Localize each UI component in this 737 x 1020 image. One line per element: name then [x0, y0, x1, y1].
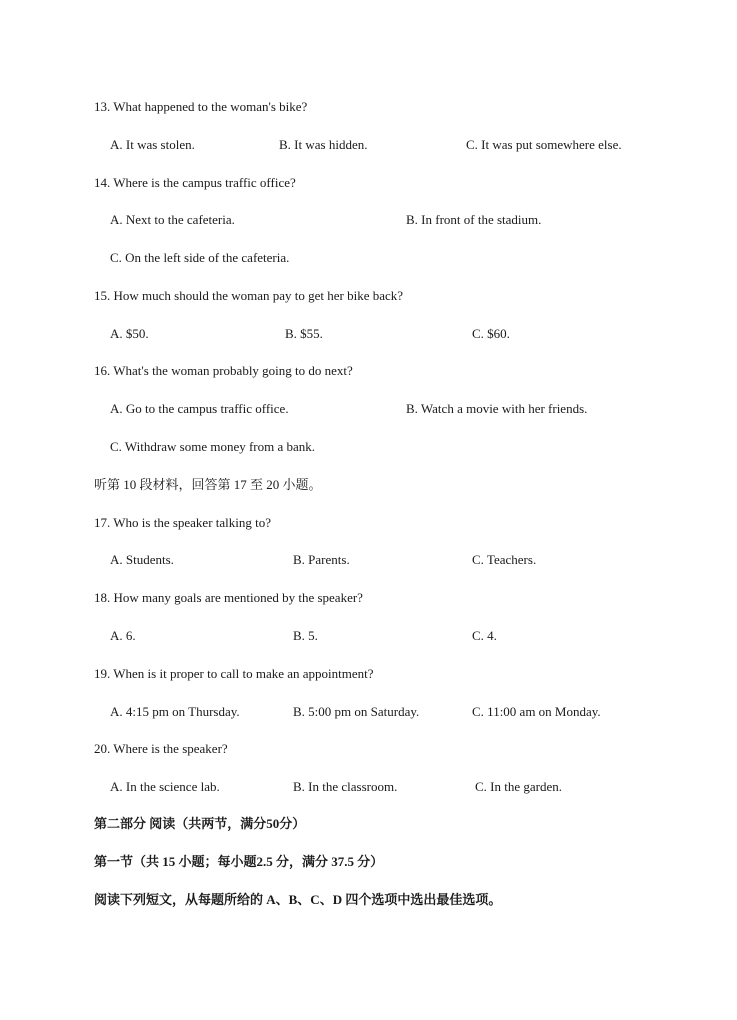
- question-15-stem: 15. How much should the woman pay to get her bike back?: [94, 288, 404, 303]
- question-20-option-c: C. In the garden.: [475, 779, 563, 794]
- question-18-option-a: A. 6.: [110, 628, 136, 643]
- question-14-option-b: B. In front of the stadium.: [406, 212, 542, 227]
- reading-directions: 阅读下列短文，从每题所给的 A、B、C、D 四个选项中选出最佳选项。: [94, 892, 502, 907]
- question-13-option-b: B. It was hidden.: [279, 137, 368, 152]
- question-20-stem: 20. Where is the speaker?: [94, 741, 228, 756]
- question-17-stem: 17. Who is the speaker talking to?: [94, 515, 272, 530]
- question-15-option-b: B. $55.: [285, 326, 323, 341]
- question-17-option-c: C. Teachers.: [472, 552, 537, 567]
- question-18-option-c: C. 4.: [472, 628, 497, 643]
- question-16-option-b: B. Watch a movie with her friends.: [406, 401, 588, 416]
- question-13-option-c: C. It was put somewhere else.: [466, 137, 622, 152]
- question-19-option-c: C. 11:00 am on Monday.: [472, 704, 601, 719]
- question-18-option-b: B. 5.: [293, 628, 318, 643]
- question-19-option-b: B. 5:00 pm on Saturday.: [293, 704, 420, 719]
- question-16-stem: 16. What's the woman probably going to do next?: [94, 363, 353, 378]
- question-20-option-a: A. In the science lab.: [110, 779, 220, 794]
- question-14-option-c: C. On the left side of the cafeteria.: [110, 250, 290, 265]
- question-16-option-a: A. Go to the campus traffic office.: [110, 401, 289, 416]
- question-14-stem: 14. Where is the campus traffic office?: [94, 175, 296, 190]
- part-two-heading: 第二部分 阅读（共两节，满分50分）: [94, 816, 306, 831]
- question-16-option-c: C. Withdraw some money from a bank.: [110, 439, 316, 454]
- question-17-option-a: A. Students.: [110, 552, 174, 567]
- section-one-heading: 第一节（共 15 小题；每小题2.5 分，满分 37.5 分）: [94, 854, 384, 869]
- question-13-option-a: A. It was stolen.: [110, 137, 195, 152]
- question-17-option-b: B. Parents.: [293, 552, 350, 567]
- question-18-stem: 18. How many goals are mentioned by the speaker?: [94, 590, 363, 605]
- question-14-option-a: A. Next to the cafeteria.: [110, 212, 235, 227]
- question-13-stem: 13. What happened to the woman's bike?: [94, 99, 308, 114]
- question-19-option-a: A. 4:15 pm on Thursday.: [110, 704, 240, 719]
- question-15-option-c: C. $60.: [472, 326, 510, 341]
- question-19-stem: 19. When is it proper to call to make an appointment?: [94, 666, 374, 681]
- section-10-instruction: 听第 10 段材料，回答第 17 至 20 小题。: [94, 477, 322, 492]
- question-20-option-b: B. In the classroom.: [293, 779, 398, 794]
- question-15-option-a: A. $50.: [110, 326, 149, 341]
